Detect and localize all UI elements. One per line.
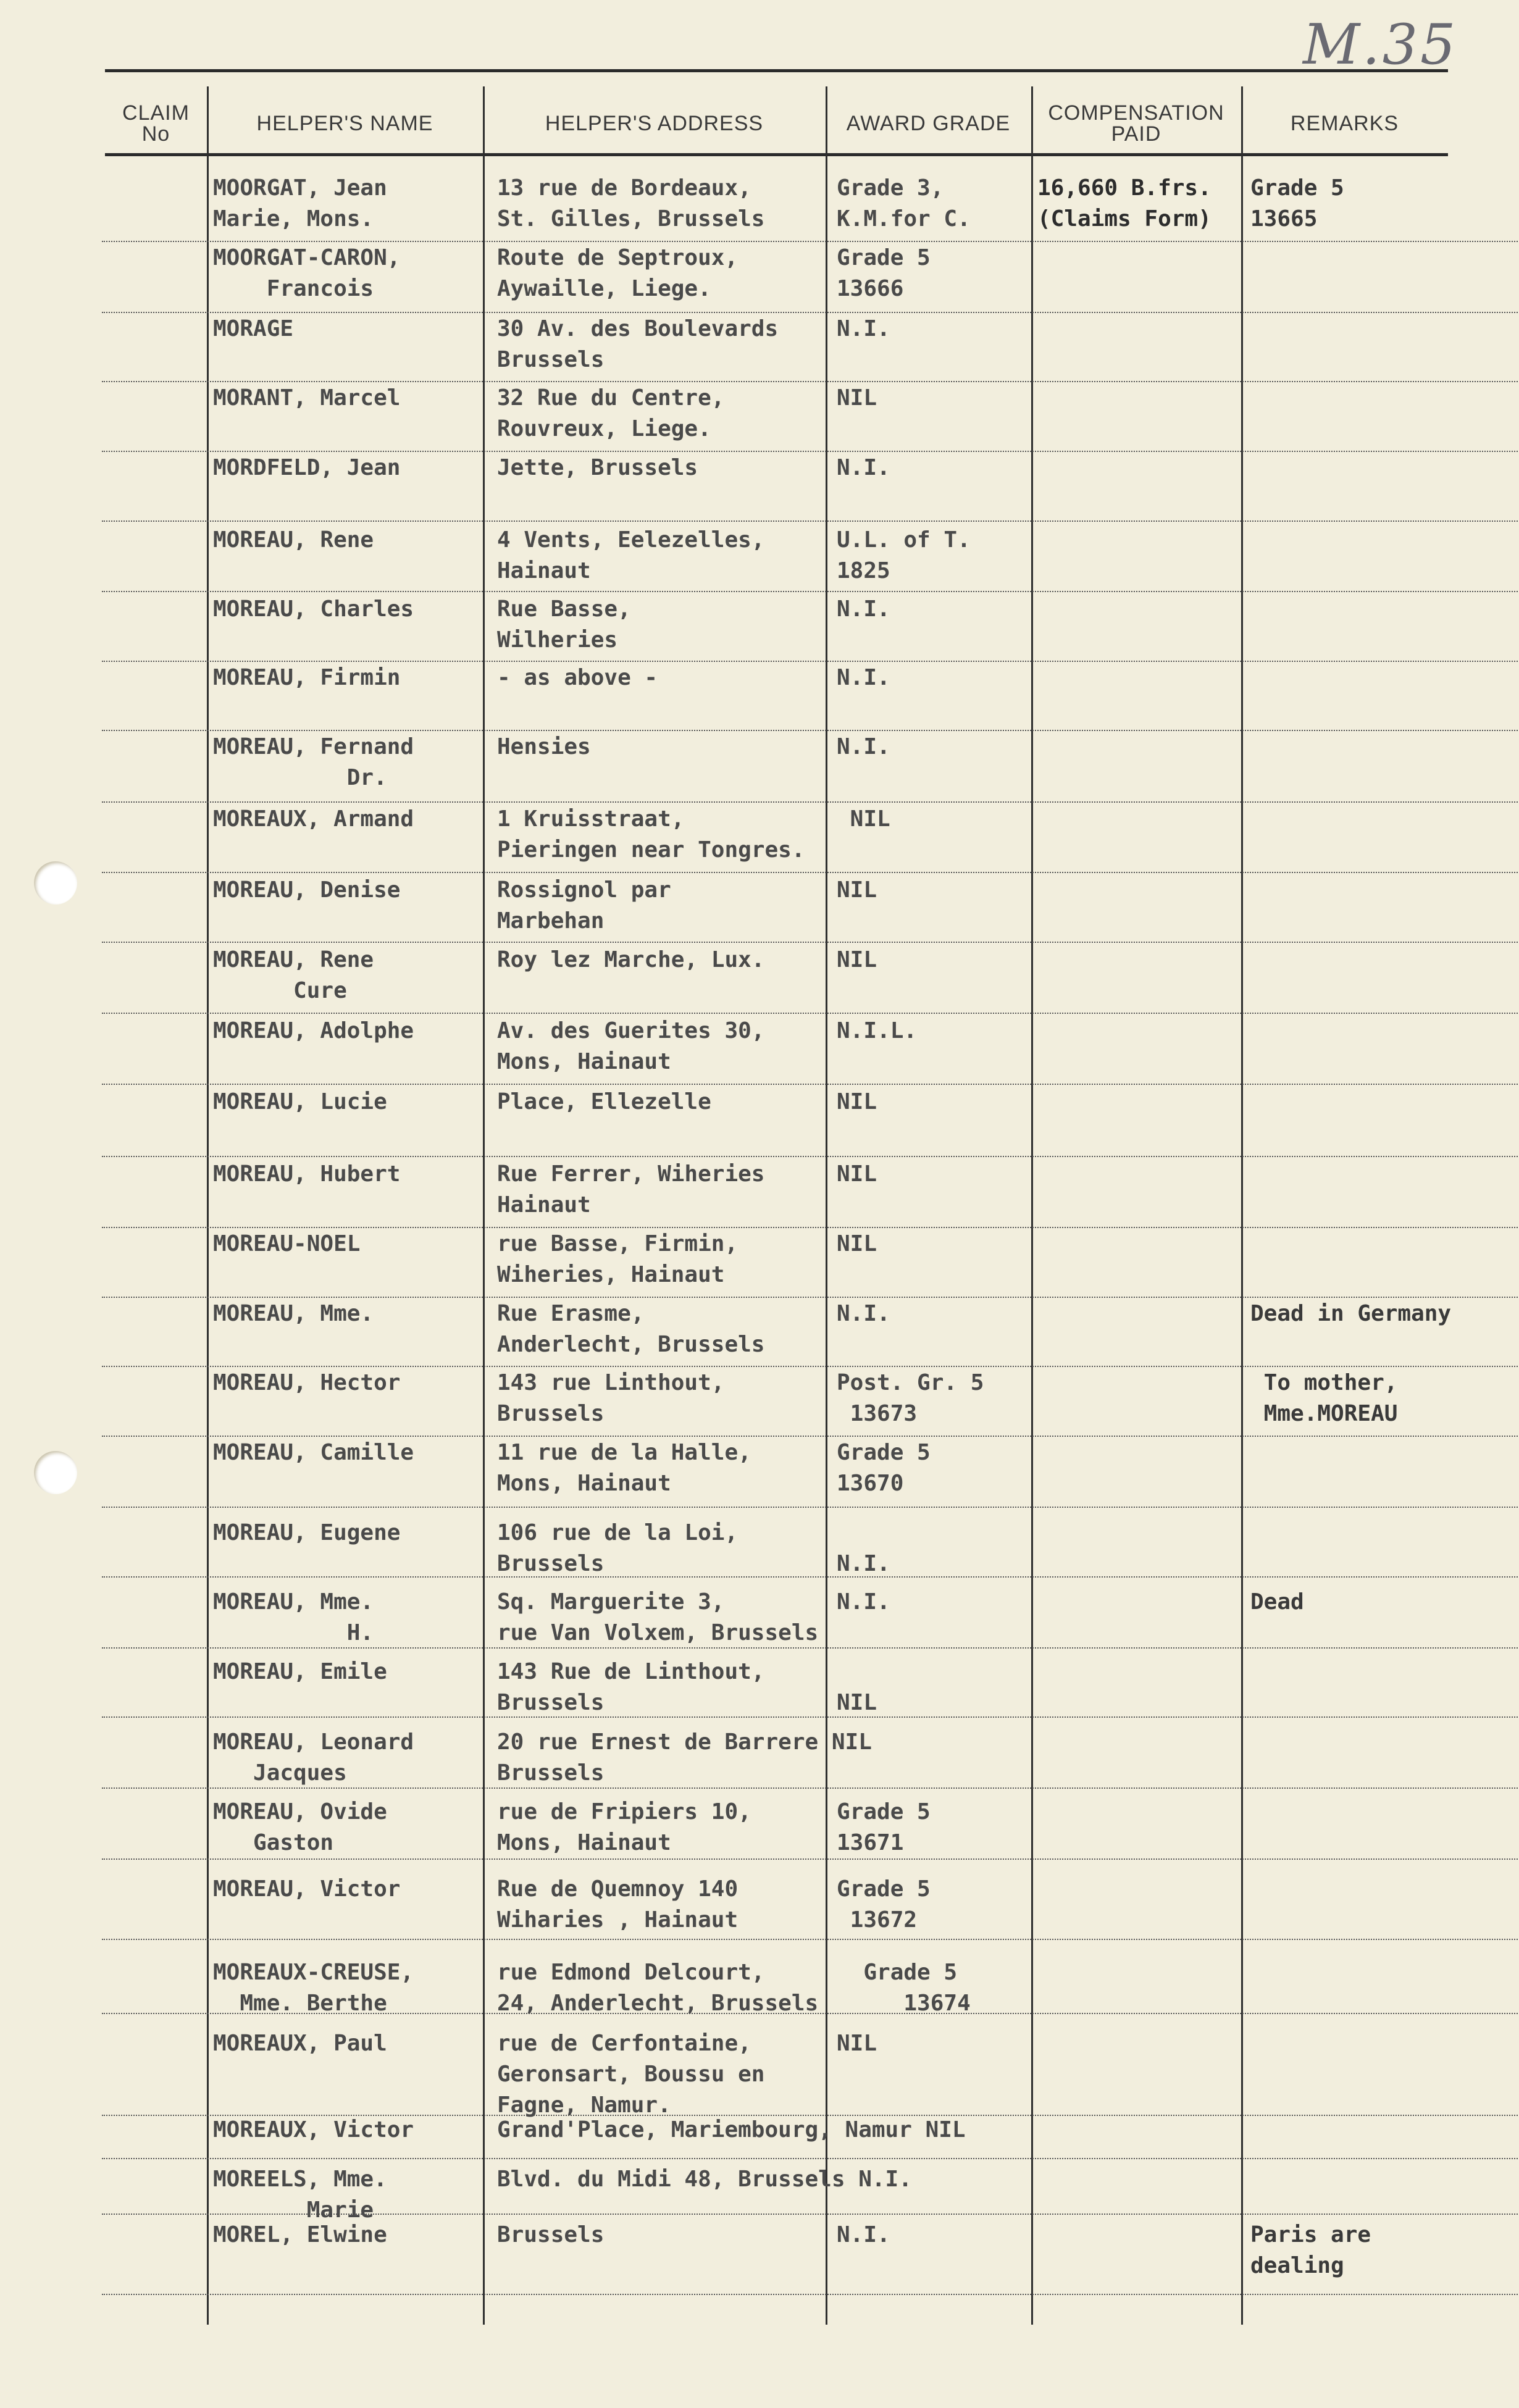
helper-name-cell: MOREAU, Denise (213, 877, 401, 903)
award-grade-cell: Grade 5 13666 (837, 245, 931, 301)
helper-address-cell: 13 rue de Bordeaux, St. Gilles, Brussels (497, 175, 765, 232)
award-grade-cell: NIL (837, 877, 877, 903)
helper-name-cell: MOREAU, Adolphe (213, 1018, 414, 1043)
row-separator (102, 591, 1519, 592)
award-grade-cell: N.I. (837, 1589, 890, 1615)
row-separator (102, 312, 1519, 313)
remarks-cell: Dead (1250, 1589, 1304, 1615)
row-separator (102, 1366, 1519, 1367)
helper-address-cell: Rue de Quemnoy 140 Wiharies , Hainaut (497, 1876, 739, 1933)
row-separator (102, 1939, 1519, 1940)
helper-address-cell: 30 Av. des Boulevards Brussels (497, 316, 779, 372)
compensation-paid-cell: 16,660 B.frs. (Claims Form) (1037, 175, 1211, 232)
helper-address-cell: Brussels (497, 2222, 605, 2247)
helper-name-cell: MOREL, Elwine (213, 2222, 387, 2247)
helper-name-cell: MOREAUX-CREUSE, Mme. Berthe (213, 1960, 414, 2016)
award-grade-cell: N.I. (837, 596, 890, 622)
helper-address-cell: Place, Ellezelle (497, 1089, 711, 1114)
helper-name-cell: MOREAUX, Victor (213, 2117, 414, 2143)
award-grade-cell: NIL (837, 806, 890, 832)
row-separator (102, 2158, 1519, 2159)
row-separator (102, 1507, 1519, 1508)
header-compensation-paid: COMPENSATION PAID (1048, 101, 1224, 146)
helper-name-cell: MOREAU-NOEL (213, 1231, 361, 1256)
helper-address-cell: Rossignol par Marbehan (497, 877, 671, 934)
helper-address-cell: Sq. Marguerite 3, rue Van Volxem, Brussels (497, 1589, 819, 1645)
award-grade-cell: NIL (837, 2031, 877, 2056)
punch-hole-upper (34, 861, 77, 905)
helper-name-cell: MOREAU, Mme. H. (213, 1589, 374, 1645)
row-separator (102, 1436, 1519, 1437)
helper-name-cell: MOORGAT-CARON, Francois (213, 245, 401, 301)
award-grade-cell: N.I. (837, 455, 890, 480)
award-grade-cell: U.L. of T. 1825 (837, 527, 971, 583)
col-sep-5 (1241, 86, 1243, 2325)
award-grade-cell: N.I. (837, 1301, 890, 1326)
helper-address-cell: Rue Ferrer, Wiheries Hainaut (497, 1161, 765, 1218)
row-separator (102, 451, 1519, 452)
remarks-cell: Dead in Germany (1250, 1301, 1452, 1326)
helper-name-cell: MOREAU, Victor (213, 1876, 401, 1902)
helper-name-cell: MOREELS, Mme. Marie (213, 2167, 387, 2223)
helper-address-cell: Grand'Place, Mariembourg, Namur NIL (497, 2117, 966, 2143)
award-grade-cell: Grade 5 13670 (837, 1440, 931, 1496)
award-grade-cell: NIL (837, 947, 877, 972)
helper-name-cell: MOREAU, Hubert (213, 1161, 401, 1187)
row-separator (102, 801, 1519, 803)
award-grade-cell: N.I. (837, 1551, 890, 1576)
helper-address-cell: Av. des Guerites 30, Mons, Hainaut (497, 1018, 765, 1074)
row-separator (102, 381, 1519, 382)
helper-address-cell: 106 rue de la Loi, Brussels (497, 1520, 739, 1576)
row-separator (102, 942, 1519, 943)
helper-name-cell: MOREAU, Charles (213, 596, 414, 622)
col-sep-1 (207, 86, 209, 2325)
award-grade-cell: N.I. (837, 734, 890, 759)
row-separator (102, 1858, 1519, 1860)
award-grade-cell: N.I.L. (837, 1018, 918, 1043)
punch-hole-lower (34, 1451, 77, 1494)
header-claim-no: CLAIM No (122, 101, 190, 146)
helper-name-cell: MOORGAT, Jean Marie, Mons. (213, 175, 387, 232)
col-sep-3 (826, 86, 827, 2325)
helper-name-cell: MOREAU, Hector (213, 1370, 401, 1395)
remarks-cell: Paris are dealing (1250, 2222, 1371, 2278)
header-top-rule (105, 69, 1448, 72)
remarks-cell: To mother, Mme.MOREAU (1263, 1370, 1398, 1426)
award-grade-cell: Grade 5 13674 (863, 1960, 971, 2016)
col-sep-4 (1031, 86, 1033, 2325)
helper-name-cell: MOREAU, Emile (213, 1659, 387, 1684)
award-grade-cell: N.I. (837, 665, 890, 690)
helper-address-cell: 11 rue de la Halle, Mons, Hainaut (497, 1440, 751, 1496)
helper-name-cell: MOREAUX, Paul (213, 2031, 387, 2056)
helper-name-cell: MOREAU, Fernand Dr. (213, 734, 414, 790)
row-separator (102, 872, 1519, 873)
helper-name-cell: MOREAU, Firmin (213, 665, 401, 690)
award-grade-cell: NIL (837, 1161, 877, 1187)
header-award-grade: AWARD GRADE (846, 112, 1011, 135)
row-separator (102, 1084, 1519, 1085)
helper-address-cell: 143 rue Linthout, Brussels (497, 1370, 725, 1426)
helper-address-cell: Jette, Brussels (497, 455, 698, 480)
award-grade-cell: N.I. (837, 316, 890, 341)
helper-name-cell: MORANT, Marcel (213, 385, 401, 411)
helper-address-cell: Route de Septroux, Aywaille, Liege. (497, 245, 739, 301)
row-separator (102, 2294, 1519, 2295)
award-grade-cell: NIL (837, 1089, 877, 1114)
helper-address-cell: Rue Basse, Wilheries (497, 596, 631, 653)
helper-name-cell: MORDFELD, Jean (213, 455, 401, 480)
helper-name-cell: MOREAU, Leonard Jacques (213, 1729, 414, 1786)
helper-address-cell: Rue Erasme, Anderlecht, Brussels (497, 1301, 765, 1357)
helper-name-cell: MOREAU, Mme. (213, 1301, 374, 1326)
helper-name-cell: MOREAU, Eugene (213, 1520, 401, 1545)
row-separator (102, 730, 1519, 731)
row-separator (102, 661, 1519, 662)
row-separator (102, 1013, 1519, 1014)
helper-name-cell: MOREAU, Camille (213, 1440, 414, 1465)
award-grade-cell: NIL (837, 1690, 877, 1715)
award-grade-cell: Post. Gr. 5 13673 (837, 1370, 984, 1426)
helper-address-cell: 4 Vents, Eelezelles, Hainaut (497, 527, 765, 583)
helper-name-cell: MOREAU, Lucie (213, 1089, 387, 1114)
row-separator (102, 241, 1519, 242)
helper-address-cell: Hensies (497, 734, 591, 759)
row-separator (102, 1227, 1519, 1228)
page-mark: M.35 (1303, 12, 1458, 77)
helper-address-cell: Blvd. du Midi 48, Brussels N.I. (497, 2167, 912, 2192)
award-grade-cell: Grade 5 13672 (837, 1876, 931, 1933)
helper-name-cell: MOREAU, Ovide Gaston (213, 1799, 387, 1855)
header-remarks: REMARKS (1290, 112, 1399, 135)
helper-address-cell: Roy lez Marche, Lux. (497, 947, 765, 972)
remarks-cell: Grade 5 13665 (1250, 175, 1344, 232)
helper-address-cell: 1 Kruisstraat, Pieringen near Tongres. (497, 806, 805, 863)
helper-address-cell: 32 Rue du Centre, Rouvreux, Liege. (497, 385, 725, 441)
award-grade-cell: NIL (837, 1231, 877, 1256)
row-separator (102, 1156, 1519, 1157)
helper-name-cell: MOREAU, Rene Cure (213, 947, 374, 1003)
header-helpers-name: HELPER'S NAME (256, 112, 433, 135)
award-grade-cell: N.I. (837, 2222, 890, 2247)
helper-address-cell: 143 Rue de Linthout, Brussels (497, 1659, 765, 1715)
helper-address-cell: - as above - (497, 665, 658, 690)
header-helpers-address: HELPER'S ADDRESS (545, 112, 764, 135)
helper-address-cell: rue de Fripiers 10, Mons, Hainaut (497, 1799, 751, 1855)
row-separator (102, 1297, 1519, 1298)
helper-name-cell: MOREAU, Rene (213, 527, 374, 553)
award-grade-cell: Grade 3, K.M.for C. (837, 175, 971, 232)
helper-name-cell: MOREAUX, Armand (213, 806, 414, 832)
helper-address-cell: rue de Cerfontaine, Geronsart, Boussu en Fagne, Namur. (497, 2031, 765, 2118)
award-grade-cell: Grade 5 13671 (837, 1799, 931, 1855)
row-separator (102, 520, 1519, 522)
helper-name-cell: MORAGE (213, 316, 294, 341)
col-sep-2 (483, 86, 485, 2325)
award-grade-cell: NIL (837, 385, 877, 411)
helper-address-cell: 20 rue Ernest de Barrere Brussels (497, 1729, 819, 1786)
helper-address-cell: rue Basse, Firmin, Wiheries, Hainaut (497, 1231, 739, 1287)
helper-address-cell: rue Edmond Delcourt, 24, Anderlecht, Brussels (497, 1960, 819, 2016)
